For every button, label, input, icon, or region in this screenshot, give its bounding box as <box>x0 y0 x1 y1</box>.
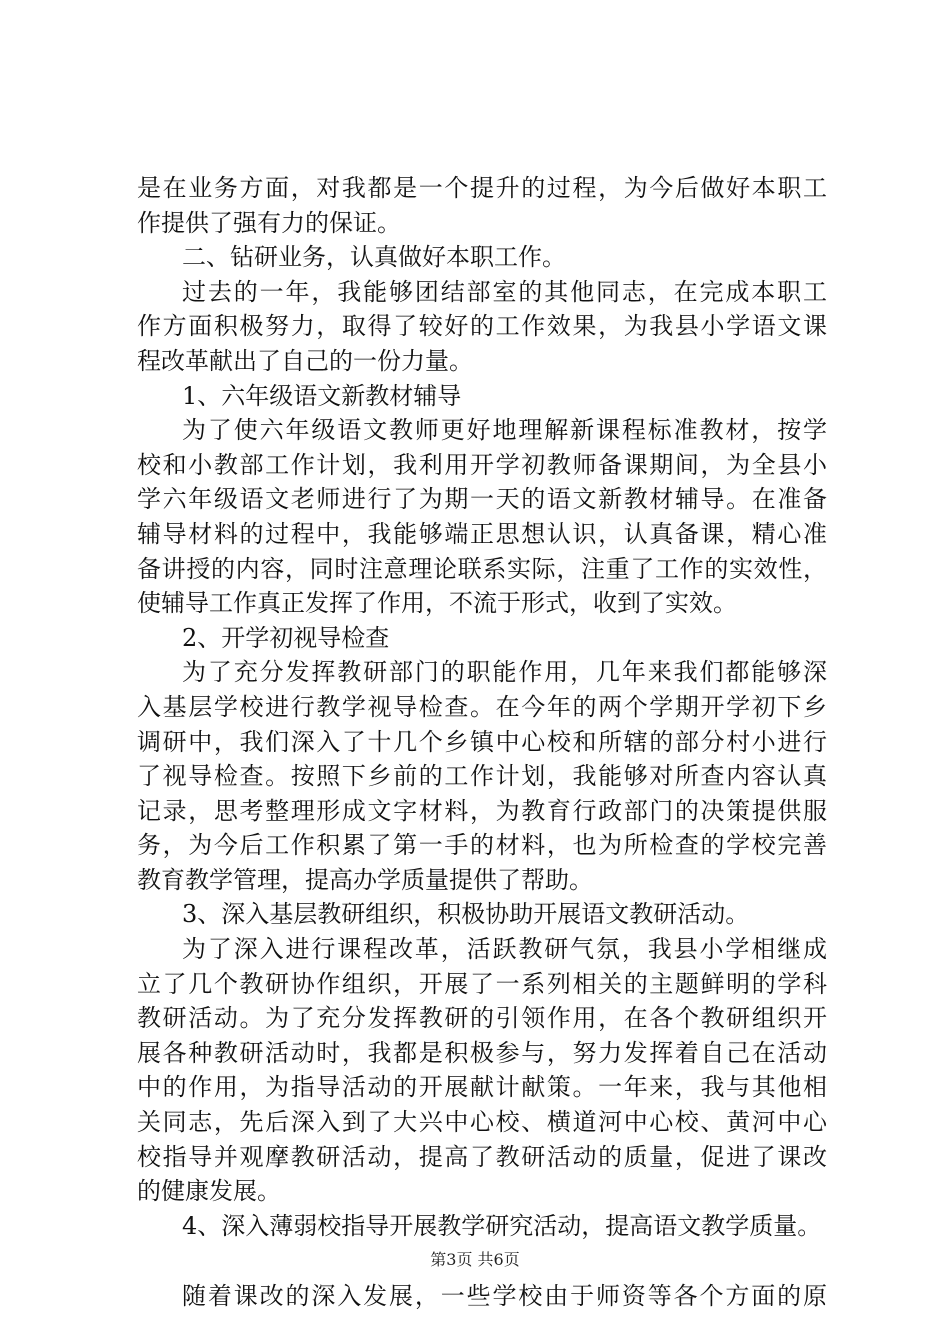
text-line: 中的作用，为指导活动的开展献计献策。一年来，我与其他相 <box>137 1073 827 1102</box>
text-line: 备讲授的内容，同时注意理论联系实际，注重了工作的实效性， <box>137 554 827 583</box>
text-line: 校指导并观摩教研活动，提高了教研活动的质量，促进了课改 <box>137 1142 827 1171</box>
text-line: 随着课改的深入发展，一些学校由于师资等各个方面的原 <box>182 1282 827 1311</box>
text-line: 为了深入进行课程改革，活跃教研气氛，我县小学相继成 <box>182 935 827 964</box>
text-line: 作提供了强有力的保证。 <box>137 208 401 237</box>
text-line: 二、钻研业务，认真做好本职工作。 <box>182 243 566 272</box>
text-line: 立了几个教研协作组织，开展了一系列相关的主题鲜明的学科 <box>137 969 827 998</box>
text-line: 教育教学管理，提高办学质量提供了帮助。 <box>137 865 593 894</box>
text-line: 为了充分发挥教研部门的职能作用，几年来我们都能够深 <box>182 658 827 687</box>
text-line: 记录，思考整理形成文字材料，为教育行政部门的决策提供服 <box>137 796 827 825</box>
text-line: 为了使六年级语文教师更好地理解新课程标准教材，按学 <box>182 416 827 445</box>
text-line: 教研活动。为了充分发挥教研的引领作用，在各个教研组织开 <box>137 1004 827 1033</box>
text-line: 3、深入基层教研组织，积极协助开展语文教研活动。 <box>182 900 750 929</box>
document-body <box>137 171 827 1314</box>
text-line: 入基层学校进行教学视导检查。在今年的两个学期开学初下乡 <box>137 692 827 721</box>
text-line: 务，为今后工作积累了第一手的材料，也为所检查的学校完善 <box>137 831 827 860</box>
text-line: 过去的一年，我能够团结部室的其他同志，在完成本职工 <box>182 277 827 306</box>
text-line: 程改革献出了自己的一份力量。 <box>137 346 473 375</box>
text-line: 使辅导工作真正发挥了作用，不流于形式，收到了实效。 <box>137 589 737 618</box>
text-line: 作方面积极努力，取得了较好的工作效果，为我县小学语文课 <box>137 312 827 341</box>
text-line: 4、深入薄弱校指导开展教学研究活动，提高语文教学质量。 <box>182 1211 822 1240</box>
text-line: 了视导检查。按照下乡前的工作计划，我能够对所查内容认真 <box>137 762 827 791</box>
text-line: 的健康发展。 <box>137 1177 281 1206</box>
text-line: 学六年级语文老师进行了为期一天的语文新教材辅导。在准备 <box>137 485 827 514</box>
text-line: 调研中，我们深入了十几个乡镇中心校和所辖的部分村小进行 <box>137 727 827 756</box>
text-line: 关同志，先后深入到了大兴中心校、横道河中心校、黄河中心 <box>137 1108 827 1137</box>
text-line: 1、六年级语文新教材辅导 <box>182 381 462 410</box>
text-line: 展各种教研活动时，我都是积极参与，努力发挥着自己在活动 <box>137 1038 827 1067</box>
text-line: 辅导材料的过程中，我能够端正思想认识，认真备课，精心准 <box>137 519 827 548</box>
text-line: 2、开学初视导检查 <box>182 623 390 652</box>
text-line: 是在业务方面，对我都是一个提升的过程，为今后做好本职工 <box>137 174 827 202</box>
text-line: 校和小教部工作计划，我利用开学初教师备课期间，为全县小 <box>137 450 827 479</box>
page-footer: 第3页 共6页 <box>430 1250 520 1269</box>
